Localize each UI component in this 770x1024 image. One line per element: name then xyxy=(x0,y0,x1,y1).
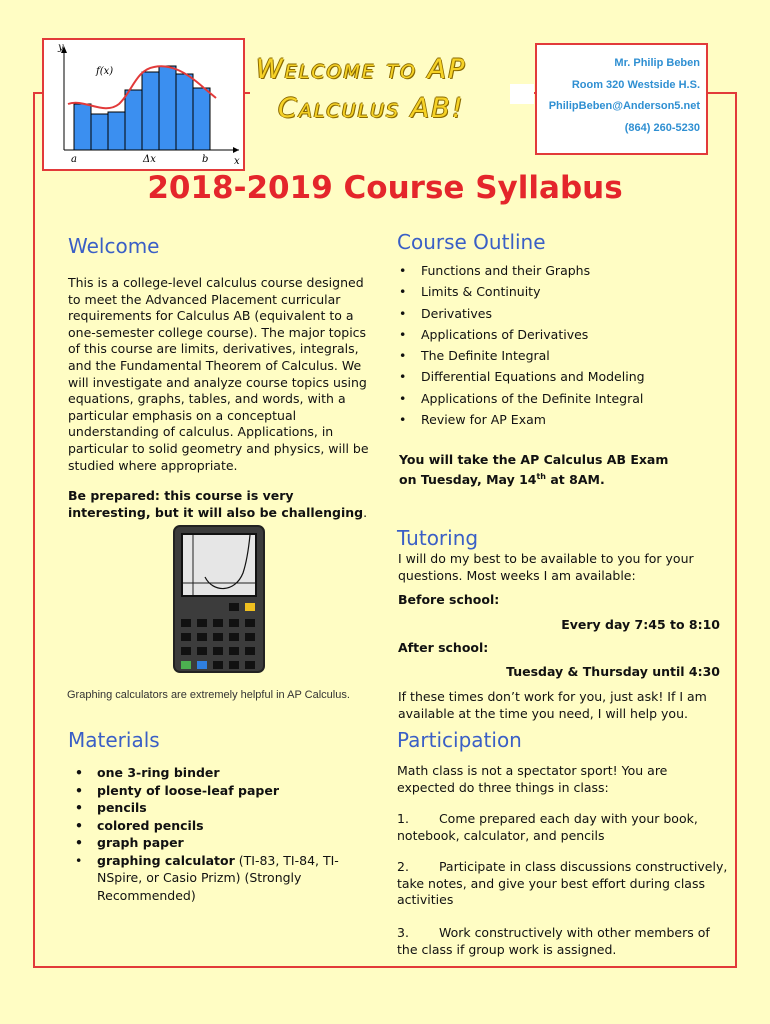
list-item: • colored pencils xyxy=(73,817,353,835)
list-item: • pencils xyxy=(73,799,353,817)
prepared-text: Be prepared: this course is very interesting, but it will also be challenging xyxy=(68,488,364,520)
prepared-note xyxy=(68,488,368,521)
item-text: Participate in class discussions constructively, take notes, and give your best effort during class activities xyxy=(397,859,728,908)
exam-time: at 8AM. xyxy=(546,471,605,487)
welcome-heading: Welcome xyxy=(68,234,160,258)
x-axis-label: x xyxy=(234,156,240,167)
list-item: • Derivatives xyxy=(397,303,727,324)
tutoring-intro: I will do my best to be available to you for your questions. Most weeks I am available: xyxy=(398,551,694,583)
teacher-name: Mr. Philip Beben xyxy=(614,57,700,69)
welcome-title xyxy=(250,50,530,140)
participation-item xyxy=(397,925,717,958)
calculator-screen xyxy=(181,533,257,597)
phone-number: (864) 260-5230 xyxy=(624,121,700,134)
item-number: 1. xyxy=(397,811,409,826)
prepared-end: . xyxy=(363,504,368,520)
list-item: • Applications of the Definite Integral xyxy=(397,388,727,409)
page-title: 2018-2019 Course Syllabus xyxy=(147,170,623,206)
list-item: • graph paper xyxy=(73,834,353,852)
participation-heading: Participation xyxy=(397,728,522,752)
decorative-notch xyxy=(510,84,534,104)
participation-item xyxy=(397,859,732,909)
b-label: b xyxy=(202,154,209,165)
welcome-body: This is a college-level calculus course designed to meet the Advanced Placement curricular requirements for Calculus AB (equivalent to a one-semester college course). The major topics of this course are limits, derivatives, integrals, and the Fundamental Theorem of Calculus. We will investigate and analyze course topics using equations, graphs, tables, and words, with a particular emphasis on a conceptual understanding of calculus. Applications, in particular to solid geometry and physics, will be studied where appropriate. xyxy=(68,275,369,473)
list-item: • Functions and their Graphs xyxy=(397,260,727,281)
list-item: • Review for AP Exam xyxy=(397,409,727,430)
title-line-2: Calculus AB! xyxy=(278,93,465,125)
riemann-sum-graph xyxy=(42,38,245,171)
a-label: a xyxy=(71,154,77,165)
item-number: 2. xyxy=(397,859,409,874)
contact-box xyxy=(535,43,708,155)
dx-label: Δx xyxy=(143,154,156,165)
tutoring-note: If these times don’t work for you, just ask! If I am available at the time you need, I will help you. xyxy=(398,689,707,721)
calculator-caption: Graphing calculators are extremely helpful in AP Calculus. xyxy=(67,689,350,701)
list-item: • Differential Equations and Modeling xyxy=(397,366,727,387)
participation-intro: Math class is not a spectator sport! You are expected do three things in class: xyxy=(397,763,668,795)
after-school-time: Tuesday & Thursday until 4:30 xyxy=(506,664,720,679)
list-item xyxy=(73,852,353,905)
list-item: • Applications of Derivatives xyxy=(397,324,727,345)
calculator-item: graphing calculator xyxy=(97,852,235,868)
title-line-1: Welcome to AP xyxy=(256,54,467,85)
tutoring-heading: Tutoring xyxy=(397,526,479,550)
list-item: • one 3-ring binder xyxy=(73,764,353,782)
item-number: 3. xyxy=(397,925,409,940)
before-school-label: Before school: xyxy=(398,592,500,607)
list-item: • Limits & Continuity xyxy=(397,281,727,302)
function-label: f(x) xyxy=(96,66,114,77)
exam-date xyxy=(399,452,689,488)
exam-text: You will take the AP Calculus AB Exam on Tuesday, May 14 xyxy=(399,452,669,487)
exam-superscript: th xyxy=(536,471,547,481)
materials-heading: Materials xyxy=(68,728,160,752)
before-school-time: Every day 7:45 to 8:10 xyxy=(561,617,720,632)
riemann-sum-illustration xyxy=(44,40,243,169)
y-axis-label: y xyxy=(58,42,64,53)
list-item: • plenty of loose-leaf paper xyxy=(73,782,353,800)
item-text: Come prepared each day with your book, notebook, calculator, and pencils xyxy=(397,811,698,843)
email-link[interactable]: PhilipBeben@Anderson5.net xyxy=(548,100,700,112)
graphing-calculator-icon xyxy=(173,525,265,673)
outline-heading: Course Outline xyxy=(397,230,546,254)
materials-list xyxy=(73,764,353,904)
after-school-label: After school: xyxy=(398,640,489,655)
outline-list xyxy=(397,260,727,430)
calculator-detail: (TI-83, TI-84, TI-NSpire, or Casio Prizm) (Strongly Recommended) xyxy=(97,852,339,903)
item-text: Work constructively with other members of the class if group work is assigned. xyxy=(397,925,710,957)
participation-item xyxy=(397,811,717,844)
room-info: Room 320 Westside H.S. xyxy=(571,78,700,91)
list-item: • The Definite Integral xyxy=(397,345,727,366)
